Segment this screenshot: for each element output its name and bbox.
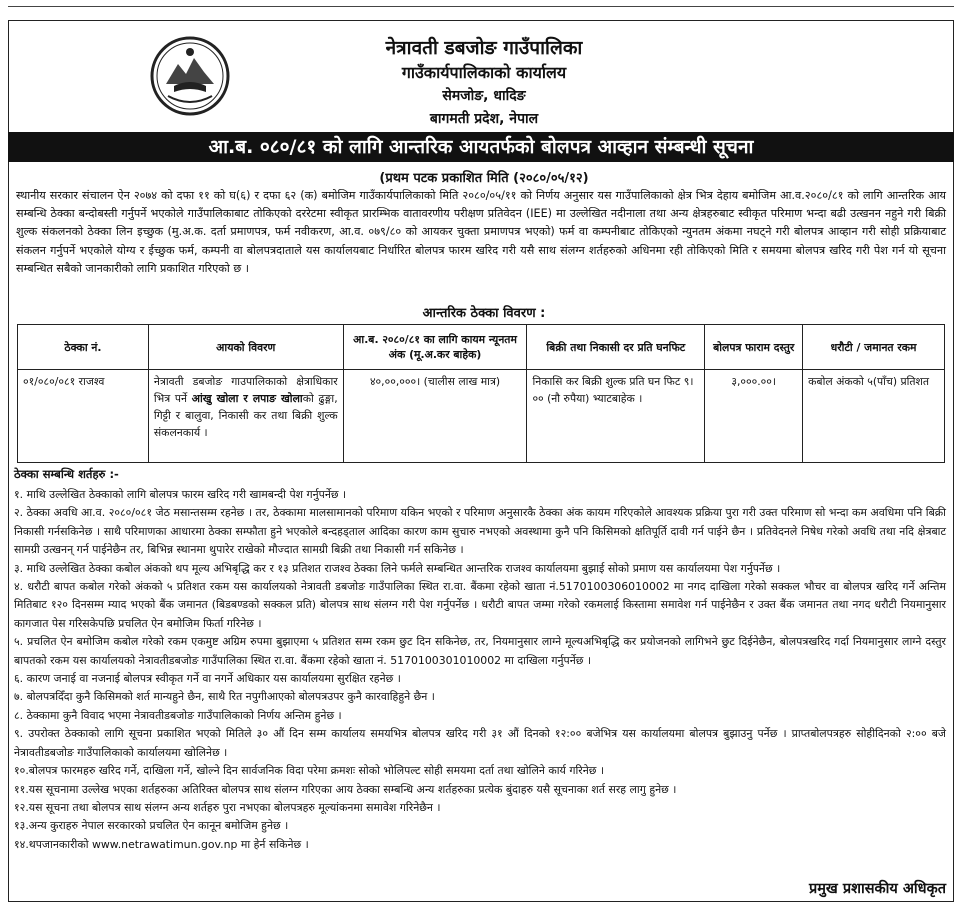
contract-table bbox=[17, 324, 945, 463]
term-item: ७. बोलपत्रदिँदा कुनै किसिमको शर्त मान्यहुने छैन, साथै रित नपुगीआएको बोलपत्रउपर कुनै कारवाहिहुने छैन । bbox=[14, 690, 435, 704]
cell-rate: निकासि कर बिक्री शुल्क प्रति घन फिट ९।०० (नौ रुपैया) भ्याटबाहेक । bbox=[527, 370, 705, 463]
office-name: गाउँकार्यपालिकाको कार्यालय bbox=[401, 63, 567, 82]
term-item: ४. धरौटी बापत कबोल गरेको अंकको ५ प्रतिशत रकम यस कार्यालयको नेत्रावती डबजोङ गाउँपालिका स्थित रा.वा. बैंकमा रहेको खाता नं.5170100306010002 मा नगद दाखिला गरेको सक्कल भौचर वा बोलपत्र खरिद गर्ने अन्तिम मितिबाट १२० दिनसम्म म्याद भएको बैंक जमानत (बिडबण्डको सक्कल प्रति) बोलपत्र साथ संलग्न गरी पेश गर्नुपर्नेछ । धरौटी बापत जम्मा गरेको रकमलाई किस्तामा समावेश गर्न पाईनेछैन र उक्त बैंक जमानत तथा नगद धरौटी नियमानुसार कागजात पेस गरिसकेपछि प्रचलित ऐन बमोजिम फिर्ता गरिनेछ । bbox=[14, 580, 946, 630]
municipality-name: नेत्रावती डबजोङ गाउँपालिका bbox=[385, 37, 583, 59]
table-header-row bbox=[18, 325, 945, 370]
term-item: २. ठेक्का अवधि आ.व. २०८०/०८१ जेठ मसान्तसम्म रहनेछ । तर, ठेक्कामा मालसामानको परिमाण यकिन भएको र परिमाण अनुसारकै ठेक्का अंक कायम गरिएकोले आवश्यक प्रक्रिया पुरा गरी उक्त परिमाण सो भन्दा कम अवधिमा पनि बिक्री निकासी गर्नसकिनेछ । साथै परिमाणका आधारमा ठेक्का सम्फौता हुने भएकोले बन्दहड्ताल आदिका कारण काम सुचारु नभएको अवस्थामा कुनै पनि किसिमको क्षतिपूर्ति दावी गर्न पाईने छैन । प्रतिवेदनले निषेध गरेको अवधि तथा नदि क्षेत्रबाट सामग्री उत्खनन् गर्न पाईनेछैन तर, बिभिन्न स्थानमा थुपारेर राखेको मौज्दात सामग्री बिक्री तथा निकासी गर्न सकिनेछ । bbox=[14, 506, 946, 557]
cell-min-amount: ४०,००,०००। (चालीस लाख मात्र) bbox=[343, 370, 527, 463]
term-item: ९. उपरोक्त ठेक्काको लागि सूचना प्रकाशित भएको मितिले ३० औं दिन सम्म कार्यालय समयभित्र बोलपत्र खरिद गरी ३१ औं दिनको १२:०० बजेभित्र यस कार्यालयमा बोलपत्र बुझाउनु पर्नेछ । प्राप्तबोलपत्रहरु सोहीदिनको २:०० बजे नेत्रावतीडबजोङ गाउँपालिकाको कार्यालयमा खोलिनेछ । bbox=[14, 727, 946, 759]
cell-contract-no: ०१/०८०/०८१ राजश्व bbox=[18, 370, 149, 463]
publish-date: (प्रथम पटक प्रकाशित मिति (२०८०/०५/१२) bbox=[379, 171, 589, 186]
term-item: ३. माथि उल्लेखित ठेक्का कबोल अंकको थप मूल्य अभिबृद्धि कर र १३ प्रतिशत राजश्व ठेक्का लिने फर्मले सम्बन्धित आन्तरिक राजश्व कार्यालयमा बुझाई सोको प्रमाण यस कार्यालयमा पेश गर्नुपर्नेछ । bbox=[14, 561, 781, 575]
col-min-amount: आ.ब. २०८०/८१ का लागि कायम न्यूनतम अंक (मू.अ.कर बाहेक) bbox=[343, 325, 527, 370]
intro-paragraph: स्थानीय सरकार संचालन ऐन २०७४ को दफा ११ को घ(६) र दफा ६२ (क) बमोजिम गाउँकार्यपालिकाको मिति २०८०/०५/११ को निर्णय अनुसार यस गाउँपालिकाको क्षेत्र भित्र देहाय बमोजिम आ.व.२०८०/८१ को लागि आन्तरिक आय सम्बन्धि ठेक्का बन्दोबस्ती गर्नुपर्ने भएकोले गाउँपालिकाबाट तोकिएको दररेटमा स्वीकृत प्रारम्भिक वातावरणीय परीक्षण प्रतिवेदन (IEE) मा उल्लेखित नदीनाला तथा अन्य क्षेत्रहरुबाट स्वीकृत परिमाण भन्दा बढी उत्खनन नहुने गरी बिक्री शुल्क संकलनको ठेक्का लिन इच्छुक (मु.अ.क. दर्ता प्रमाणपत्र, फर्म नवीकरण, आ.व. ०७९/८० को आयकर चुक्ता प्रमाणपत्र भएको) फर्म वा कम्पनीबाट तोकिएको न्युनतम अंकमा नघट्ने गरी बोलपत्र आव्हान गरी सोही प्रक्रियाबाट संकलन गर्नुपर्ने भएकोले योग्य र ईच्छुक फर्म, कम्पनी वा बोलपत्रदाताले यस कार्यालयबाट निर्धारित बोलपत्र फारम खरिद गरी यसै साथ संलग्न शर्तहरुको अधिनमा रही तोकिएको मिति र समयमा बोलपत्र खरिद गरी पेश गर्न यो सूचना सम्बन्धित सबैको जानकारीको लागि प्रकाशित गरिएको छ । bbox=[16, 189, 946, 275]
col-deposit: धरौटी / जमानत रकम bbox=[803, 325, 945, 370]
col-rate: बिक्री तथा निकासी दर प्रति घनफिट bbox=[527, 325, 705, 370]
term-item: १३.अन्य कुराहरु नेपाल सरकारको प्रचलित ऐन कानून बमोजिम हुनेछ । bbox=[14, 819, 289, 833]
term-item: ६. कारण जनाई वा नजनाई बोलपत्र स्वीकृत गर्ने वा नगर्ने अधिकार यस कार्यालयमा सुरक्षित रहनेछ । bbox=[14, 672, 401, 686]
term-item: १४.थपजानकारीको www.netrawatimun.gov.np मा हेर्न सकिनेछ । bbox=[14, 837, 309, 851]
terms-heading: ठेक्का सम्बन्धि शर्तहरु :- bbox=[14, 467, 119, 481]
col-contract-no: ठेक्का नं. bbox=[18, 325, 149, 370]
cell-deposit: कबोल अंकको ५(पाँच) प्रतिशत bbox=[803, 370, 945, 463]
province-name: बागमती प्रदेश, नेपाल bbox=[429, 111, 539, 127]
table-row bbox=[18, 370, 945, 463]
top-rule bbox=[8, 6, 954, 7]
col-form-fee: बोलपत्र फाराम दस्तुर bbox=[705, 325, 803, 370]
notice-title-banner: आ.ब. ०८०/८१ को लागि आन्तरिक आयतर्फको बोलपत्र आव्हान संम्बन्धी सूचना bbox=[8, 132, 954, 162]
term-item: १. माथि उल्लेखित ठेक्काको लागि बोलपत्र फारम खरिद गरी खामबन्दी पेश गर्नुपर्नेछ । bbox=[14, 488, 347, 501]
desc-text-pre: नेत्रावती डबजोङ गाउपालिकाको क्षेत्राधिकार भित्र पर्ने bbox=[153, 375, 338, 405]
term-item: १०.बोलपत्र फारमहरु खरिद गर्ने, दाखिला गर्ने, खोल्ने दिन सार्वजनिक विदा परेमा क्रमशः सोको भोलिपल्ट सोही समयमा दर्ता तथा खोलिने कार्य गरिनेछ । bbox=[14, 764, 604, 778]
desc-text-post: को ढुङ्गा, गिट्टी र बालुवा, निकासी कर तथा बिक्री शुल्क संकलनकार्य । bbox=[153, 392, 338, 439]
term-item: १२.यस सूचना तथा बोलपत्र साथ संलग्न अन्य शर्तहरु पुरा नभएका बोलपत्रहरु मूल्यांकनमा समावेश गरिनेछैन । bbox=[14, 800, 441, 814]
term-item: ५. प्रचलित ऐन बमोजिम कबोल गरेको रकम एकमुष्ट अग्रिम रुपमा बुझाएमा ५ प्रतिशत सम्म रकम छुट दिन सकिनेछ, तर, नियमानुसार लाग्ने मूल्यअभिबृद्धि कर प्रयोजनको लागिभने छुट दिईनेछैन, बोलपत्रखरिद गर्दा नियमानुसार लाग्ने दस्तुर बापतको रकम यस कार्यालयको नेत्रावतीडबजोङ गाउँपालिका स्थित रा.वा. बैंकमा रहेको खाता नं. 5170100301010002 मा दाखिला गर्नुपर्नेछ । bbox=[14, 635, 946, 667]
terms-list bbox=[14, 486, 946, 854]
cell-income-desc bbox=[148, 370, 343, 463]
col-income-desc: आयको विवरण bbox=[148, 325, 343, 370]
term-item: ८. ठेक्कामा कुनै विवाद भएमा नेत्रावतीडबजोङ गाउँपालिकाको निर्णय अन्तिम हुनेछ । bbox=[14, 708, 342, 722]
table-title: आन्तरिक ठेक्का विवरण : bbox=[422, 306, 546, 321]
office-location: सेमजोङ, धादिङ bbox=[442, 88, 526, 104]
signature-title: प्रमुख प्रशासकीय अधिकृत bbox=[809, 881, 946, 897]
cell-form-fee: ३,०००.००। bbox=[705, 370, 803, 463]
desc-text-bold: आंखु खोला र लपाङ खोला bbox=[191, 392, 303, 405]
term-item: ११.यस सूचनामा उल्लेख भएका शर्तहरुका अतिरिक्त बोलपत्र साथ संलग्न गरिएका आय ठेक्का सम्बन्धि अन्य शर्तहरुका प्रत्येक बुंदाहरु यसै सूचनाका शर्त सरह लागु हुनेछ । bbox=[14, 782, 677, 796]
